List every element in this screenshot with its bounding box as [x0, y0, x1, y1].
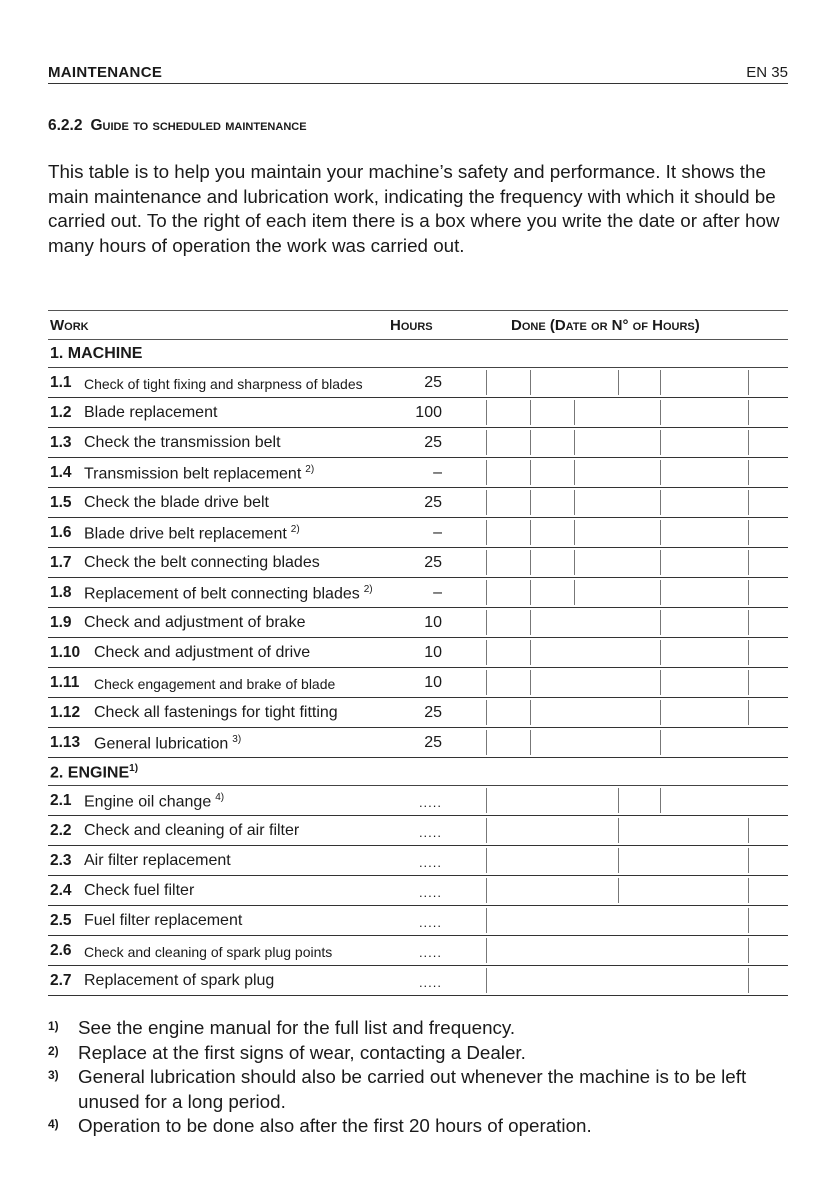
row-code: 1.9	[50, 614, 72, 631]
row-code: 2.1	[50, 792, 72, 809]
record-box-divider	[486, 908, 487, 933]
table-row	[48, 398, 788, 428]
footnote-text: See the engine manual for the full list and frequency.	[78, 1017, 516, 1038]
row-hours: –	[433, 584, 442, 601]
section-name: MAINTENANCE	[48, 64, 163, 81]
table-row	[48, 368, 788, 398]
record-box-divider	[748, 700, 749, 725]
footnote	[48, 1041, 788, 1066]
record-box-divider	[486, 938, 487, 963]
row-code: 1.4	[50, 464, 72, 481]
record-box-divider	[486, 580, 487, 605]
footnote-text: Replace at the first signs of wear, contacting a Dealer.	[78, 1041, 526, 1063]
section-heading: Guide to scheduled maintenance	[90, 117, 307, 134]
table-row	[48, 728, 788, 758]
row-code: 1.8	[50, 584, 72, 601]
record-box-divider	[486, 550, 487, 575]
footnote-ref: 2)	[363, 584, 373, 595]
record-box-divider	[486, 848, 487, 873]
running-header	[48, 62, 788, 84]
group-title: 1. MACHINE	[50, 345, 143, 362]
record-box-divider	[618, 848, 619, 873]
footnote-ref: 2)	[290, 524, 300, 535]
record-box-divider	[748, 878, 749, 903]
record-box-divider	[660, 460, 661, 485]
row-task: Blade replacement	[84, 404, 218, 421]
record-box-divider	[660, 640, 661, 665]
row-code: 2.5	[50, 912, 72, 929]
record-box-divider	[530, 610, 531, 635]
section-title	[48, 117, 307, 135]
row-task: Check the transmission belt	[84, 434, 281, 451]
record-box-divider	[660, 580, 661, 605]
record-box-divider	[574, 550, 575, 575]
row-hours: .....	[418, 855, 442, 870]
record-box-divider	[748, 580, 749, 605]
table-row	[48, 638, 788, 668]
record-box-divider	[574, 580, 575, 605]
record-box-divider	[748, 460, 749, 485]
record-box-divider	[574, 460, 575, 485]
footnote	[48, 1065, 788, 1114]
row-hours: 100	[415, 404, 442, 421]
record-box-divider	[660, 670, 661, 695]
table-row	[48, 668, 788, 698]
row-hours: 10	[424, 674, 442, 691]
row-task: Check and adjustment of brake	[84, 614, 306, 631]
table-row	[48, 458, 788, 488]
table-row	[48, 846, 788, 876]
record-box-divider	[530, 700, 531, 725]
maintenance-table	[48, 310, 788, 996]
section-number: 6.2.2	[48, 117, 83, 134]
page-number: EN 35	[746, 64, 788, 81]
row-code: 1.6	[50, 524, 72, 541]
row-code: 1.10	[50, 644, 81, 661]
row-hours: 25	[424, 554, 442, 571]
row-hours: 25	[424, 494, 442, 511]
row-task: Check and cleaning of air filter	[84, 822, 300, 839]
row-task: Check the belt connecting blades	[84, 554, 320, 571]
row-hours: 25	[424, 734, 442, 751]
row-code: 2.6	[50, 942, 72, 959]
record-box-divider	[748, 848, 749, 873]
record-box-divider	[660, 400, 661, 425]
record-box-divider	[660, 788, 661, 813]
table-row	[48, 608, 788, 638]
record-box-divider	[486, 370, 487, 395]
record-box-divider	[660, 520, 661, 545]
row-task: General lubrication $^{3)}$	[94, 734, 242, 753]
table-row	[48, 816, 788, 846]
col-work: Work	[50, 317, 89, 334]
record-box-divider	[618, 878, 619, 903]
footnote-text: General lubrication should also be carried out whenever the machine is to be left unused for a long period.	[78, 1066, 747, 1112]
footnote-ref: 1)	[129, 763, 139, 774]
table-body	[48, 340, 788, 996]
row-task: Check engagement and brake of blade	[94, 676, 336, 692]
row-code: 1.11	[50, 674, 80, 691]
col-done: Done (Date or N° of Hours)	[511, 317, 700, 334]
group-title: 2. ENGINE$^{1)}$	[50, 763, 139, 782]
table-header	[48, 310, 788, 340]
footnote-mark: 3)	[48, 1068, 59, 1083]
record-box-divider	[486, 818, 487, 843]
row-code: 2.3	[50, 852, 72, 869]
record-box-divider	[486, 670, 487, 695]
row-code: 2.2	[50, 822, 72, 839]
record-box-divider	[486, 700, 487, 725]
table-row	[48, 518, 788, 548]
record-box-divider	[660, 490, 661, 515]
record-box-divider	[486, 640, 487, 665]
row-hours: –	[433, 464, 442, 481]
row-code: 1.7	[50, 554, 72, 571]
table-row	[48, 966, 788, 996]
row-task: Replacement of belt connecting blades $^{2)}$	[84, 584, 373, 603]
row-task: Replacement of spark plug	[84, 972, 275, 989]
record-box-divider	[574, 520, 575, 545]
row-hours: .....	[418, 975, 442, 990]
record-box-divider	[530, 400, 531, 425]
record-box-divider	[618, 788, 619, 813]
record-box-divider	[530, 490, 531, 515]
row-code: 1.12	[50, 704, 81, 721]
table-row	[48, 428, 788, 458]
row-task: Check of tight fixing and sharpness of blades	[84, 376, 363, 392]
record-box-divider	[618, 818, 619, 843]
record-box-divider	[486, 610, 487, 635]
record-box-divider	[530, 670, 531, 695]
row-hours: .....	[418, 915, 442, 930]
record-box-divider	[486, 520, 487, 545]
table-group-heading	[48, 340, 788, 368]
row-hours: 10	[424, 644, 442, 661]
row-hours: 25	[424, 374, 442, 391]
row-task: Check and cleaning of spark plug points	[84, 944, 333, 960]
record-box-divider	[530, 580, 531, 605]
footnote-ref: 2)	[305, 464, 315, 475]
footnote	[48, 1114, 788, 1139]
row-hours: .....	[418, 885, 442, 900]
record-box-divider	[486, 788, 487, 813]
record-box-divider	[530, 640, 531, 665]
row-code: 2.4	[50, 882, 72, 899]
row-hours: .....	[418, 945, 442, 960]
row-task: Check all fastenings for tight fitting	[94, 704, 338, 721]
record-box-divider	[486, 400, 487, 425]
record-box-divider	[486, 730, 487, 755]
table-row	[48, 786, 788, 816]
record-box-divider	[660, 610, 661, 635]
record-box-divider	[486, 968, 487, 993]
row-task: Fuel filter replacement	[84, 912, 243, 929]
row-task: Air filter replacement	[84, 852, 231, 869]
record-box-divider	[748, 490, 749, 515]
row-code: 1.1	[50, 374, 72, 391]
record-box-divider	[486, 490, 487, 515]
record-box-divider	[748, 370, 749, 395]
row-task: Check the blade drive belt	[84, 494, 269, 511]
record-box-divider	[748, 430, 749, 455]
footnote-mark: 1)	[48, 1019, 59, 1033]
table-row	[48, 876, 788, 906]
table-row	[48, 488, 788, 518]
footnote	[48, 1016, 788, 1041]
row-hours: 10	[424, 614, 442, 631]
table-row	[48, 906, 788, 936]
record-box-divider	[618, 370, 619, 395]
row-hours: .....	[418, 795, 442, 810]
row-code: 1.13	[50, 734, 81, 751]
record-box-divider	[748, 550, 749, 575]
record-box-divider	[574, 430, 575, 455]
row-hours: –	[433, 524, 442, 541]
record-box-divider	[748, 640, 749, 665]
record-box-divider	[486, 460, 487, 485]
footnotes	[48, 1016, 788, 1139]
intro-paragraph: This table is to help you maintain your machine’s safety and performance. It shows the main maintenance and lubrication work, indicating the frequency with which it should be carried out. To the right of each item there is a box where you write the date or after how many hours of operation the work was carried out.	[48, 161, 780, 256]
record-box-divider	[748, 968, 749, 993]
record-box-divider	[660, 550, 661, 575]
table-row	[48, 698, 788, 728]
record-box-divider	[486, 878, 487, 903]
record-box-divider	[660, 730, 661, 755]
record-box-divider	[530, 730, 531, 755]
row-code: 1.3	[50, 434, 72, 451]
row-task: Transmission belt replacement $^{2)}$	[84, 464, 315, 483]
record-box-divider	[748, 400, 749, 425]
table-row	[48, 936, 788, 966]
footnote-text: Operation to be done also after the first 20 hours of operation.	[78, 1115, 592, 1137]
row-code: 1.5	[50, 494, 72, 511]
record-box-divider	[574, 400, 575, 425]
record-box-divider	[748, 818, 749, 843]
record-box-divider	[748, 520, 749, 545]
record-box-divider	[660, 430, 661, 455]
row-code: 2.7	[50, 972, 72, 989]
record-box-divider	[574, 490, 575, 515]
table-row	[48, 548, 788, 578]
record-box-divider	[748, 670, 749, 695]
row-task: Engine oil change $^{4)}$	[84, 792, 225, 811]
row-hours: 25	[424, 704, 442, 721]
record-box-divider	[748, 610, 749, 635]
col-hours: Hours	[390, 317, 433, 334]
row-hours: 25	[424, 434, 442, 451]
record-box-divider	[748, 938, 749, 963]
table-group-heading	[48, 758, 788, 786]
record-box-divider	[530, 460, 531, 485]
row-task: Check fuel filter	[84, 882, 195, 899]
record-box-divider	[530, 550, 531, 575]
record-box-divider	[530, 430, 531, 455]
row-task: Blade drive belt replacement $^{2)}$	[84, 524, 300, 543]
footnote-mark: 4)	[48, 1117, 59, 1132]
footnote-ref: 3)	[232, 734, 242, 745]
row-task: Check and adjustment of drive	[94, 644, 311, 661]
record-box-divider	[530, 370, 531, 395]
table-row	[48, 578, 788, 608]
record-box-divider	[748, 908, 749, 933]
record-box-divider	[660, 700, 661, 725]
footnote-mark: 2)	[48, 1043, 59, 1058]
footnote-ref: 4)	[215, 792, 225, 803]
row-code: 1.2	[50, 404, 72, 421]
row-hours: .....	[418, 825, 442, 840]
record-box-divider	[486, 430, 487, 455]
record-box-divider	[530, 520, 531, 545]
record-box-divider	[660, 370, 661, 395]
